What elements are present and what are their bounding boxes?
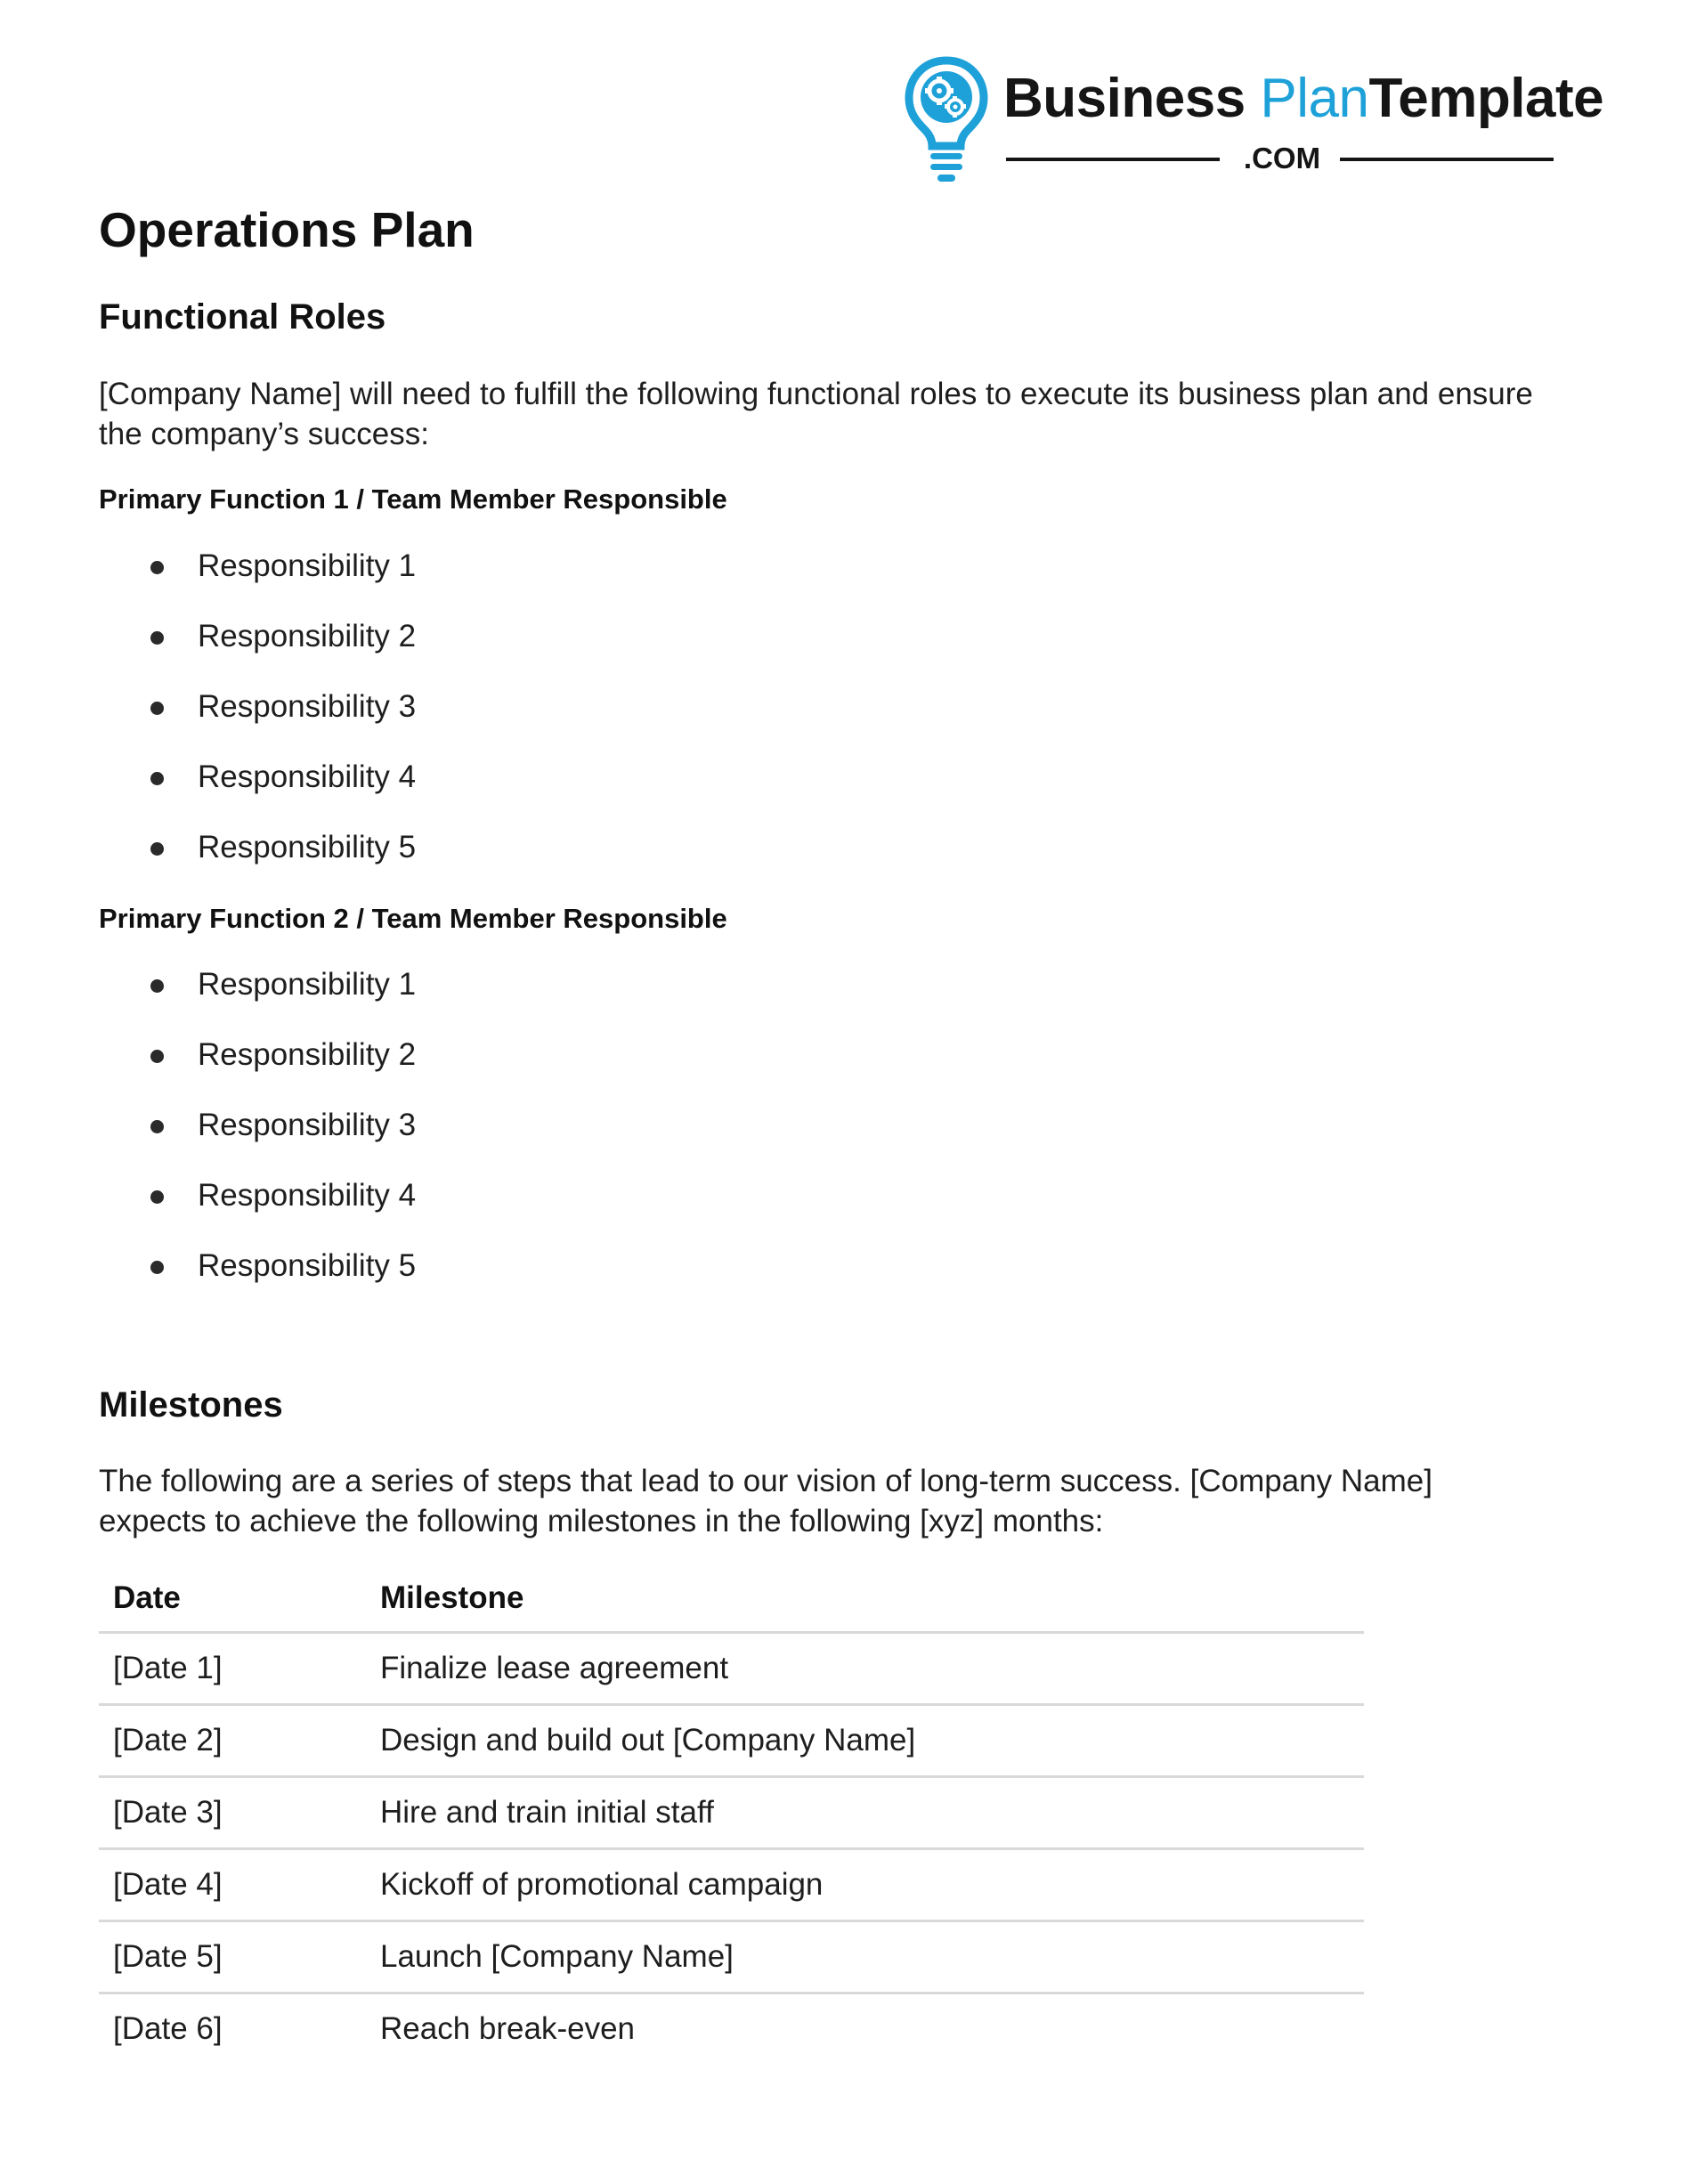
table-row bbox=[99, 1777, 1364, 1849]
list-item bbox=[99, 757, 900, 827]
table-row bbox=[99, 1849, 1364, 1921]
functional-roles-intro: [Company Name] will need to fulfill the following functional roles to execute its business plan and ensure the company’s success: bbox=[99, 377, 1533, 451]
bullet-icon bbox=[150, 979, 164, 993]
function-1-responsibilities bbox=[99, 546, 900, 897]
logo-divider-left bbox=[1006, 158, 1220, 161]
responsibility-text: Responsibility 4 bbox=[198, 759, 417, 794]
list-item bbox=[99, 964, 900, 1035]
responsibility-text: Responsibility 2 bbox=[198, 1037, 417, 1072]
cell-milestone: Hire and train initial staff bbox=[380, 1777, 1364, 1849]
logo-domain-suffix: .COM bbox=[1243, 142, 1321, 175]
table-header-row bbox=[99, 1564, 1364, 1633]
list-item bbox=[99, 1175, 900, 1246]
bullet-icon bbox=[150, 1190, 164, 1204]
bullet-icon bbox=[150, 1050, 164, 1063]
logo-domain-row bbox=[1006, 141, 1555, 176]
cell-date: [Date 2] bbox=[99, 1705, 380, 1777]
responsibility-text: Responsibility 2 bbox=[198, 619, 417, 654]
table-row bbox=[99, 1633, 1364, 1705]
logo-word-business: Business bbox=[1003, 68, 1246, 129]
lightbulb-gear-icon bbox=[904, 55, 989, 189]
bullet-icon bbox=[150, 561, 164, 574]
logo-word-plan: Plan bbox=[1260, 68, 1369, 129]
milestones-intro: The following are a series of steps that lead to our vision of long-term success. [Company Name] expects to achieve the following milestones in the following [xyz] months: bbox=[99, 1464, 1432, 1539]
cell-milestone: Reach break-even bbox=[380, 2011, 635, 2046]
function-1-title: Primary Function 1 / Team Member Responsible bbox=[99, 483, 727, 515]
bullet-icon bbox=[150, 772, 164, 785]
logo-word-template: Template bbox=[1368, 68, 1604, 129]
column-header-milestone: Milestone bbox=[380, 1564, 1364, 1633]
cell-milestone: Kickoff of promotional campaign bbox=[380, 1849, 1364, 1921]
bullet-icon bbox=[150, 702, 164, 715]
list-item bbox=[99, 827, 900, 897]
cell-milestone: Launch [Company Name] bbox=[380, 1921, 1364, 1993]
table-row bbox=[99, 1921, 1364, 1993]
function-2-title: Primary Function 2 / Team Member Responsible bbox=[99, 903, 727, 934]
logo-wordmark bbox=[1003, 68, 1604, 129]
cell-date: [Date 6] bbox=[113, 2011, 223, 2046]
table-row bbox=[99, 1705, 1364, 1777]
list-item bbox=[99, 1246, 900, 1316]
cell-date: [Date 5] bbox=[99, 1921, 380, 1993]
responsibility-text: Responsibility 5 bbox=[198, 1248, 417, 1283]
responsibility-text: Responsibility 5 bbox=[198, 830, 417, 865]
bullet-icon bbox=[150, 842, 164, 856]
cell-milestone: Design and build out [Company Name] bbox=[380, 1705, 1364, 1777]
list-item bbox=[99, 616, 900, 686]
table-row bbox=[99, 1993, 1364, 2065]
list-item bbox=[99, 686, 900, 757]
list-item bbox=[99, 546, 900, 616]
list-item bbox=[99, 1035, 900, 1105]
milestones-table bbox=[99, 1564, 1364, 2064]
bullet-icon bbox=[150, 1120, 164, 1133]
responsibility-text: Responsibility 1 bbox=[198, 548, 417, 583]
bullet-icon bbox=[150, 1261, 164, 1274]
cell-date: [Date 1] bbox=[99, 1633, 380, 1705]
cell-milestone: Finalize lease agreement bbox=[380, 1633, 1364, 1705]
responsibility-text: Responsibility 1 bbox=[198, 967, 417, 1002]
functional-roles-heading: Functional Roles bbox=[99, 297, 386, 337]
column-header-date: Date bbox=[99, 1564, 380, 1633]
bullet-icon bbox=[150, 631, 164, 645]
logo-divider-right bbox=[1340, 158, 1554, 161]
milestones-heading: Milestones bbox=[99, 1385, 283, 1425]
responsibility-text: Responsibility 3 bbox=[198, 1108, 417, 1142]
cell-date: [Date 3] bbox=[99, 1777, 380, 1849]
page-title: Operations Plan bbox=[99, 202, 475, 257]
cell-date: [Date 4] bbox=[99, 1849, 380, 1921]
list-item bbox=[99, 1105, 900, 1175]
responsibility-text: Responsibility 4 bbox=[198, 1178, 417, 1213]
brand-logo bbox=[904, 55, 1604, 198]
responsibility-text: Responsibility 3 bbox=[198, 689, 417, 724]
function-2-responsibilities bbox=[99, 964, 900, 1316]
